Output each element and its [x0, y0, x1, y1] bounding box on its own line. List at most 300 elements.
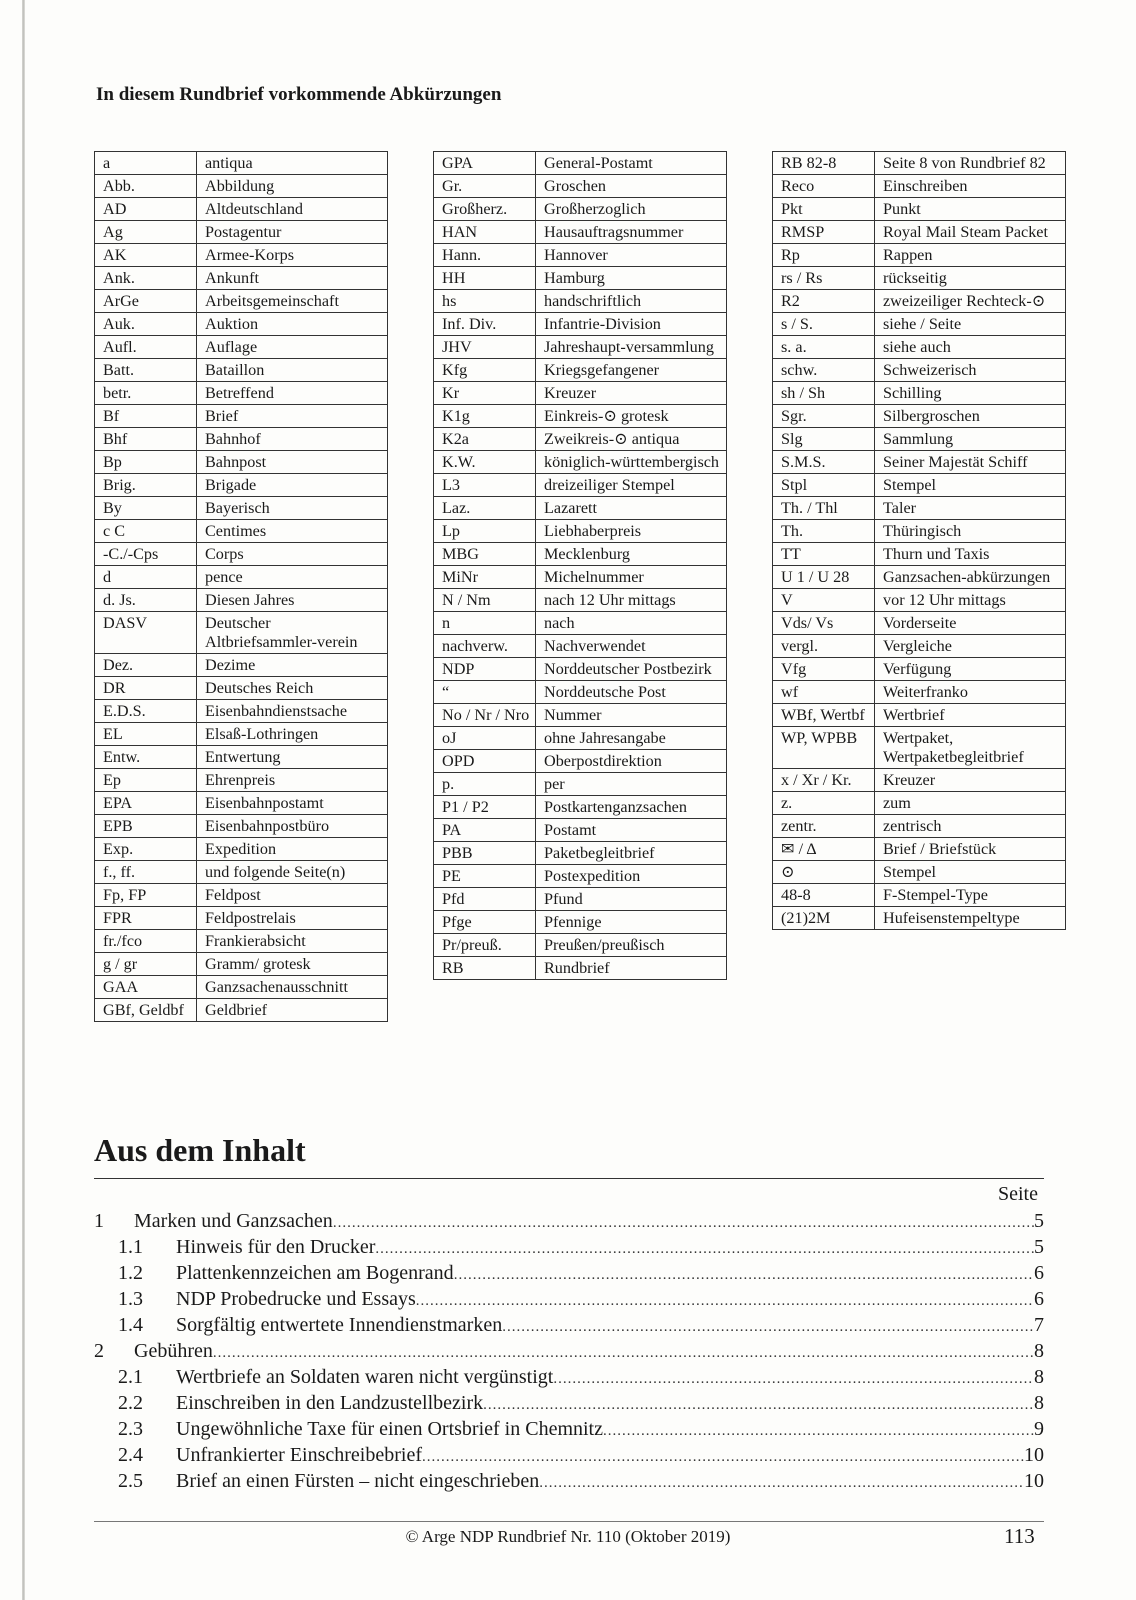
abbreviation-cell: TT: [773, 543, 875, 566]
meaning-cell: Expedition: [197, 838, 388, 861]
toc-page-number: 6: [1034, 1288, 1044, 1310]
meaning-cell: rückseitig: [875, 267, 1066, 290]
meaning-cell: Deutscher Altbriefsammler-verein: [197, 612, 388, 654]
abbreviation-cell: Fp, FP: [95, 884, 197, 907]
table-row: [434, 911, 727, 934]
table-row: [95, 953, 388, 976]
abbreviation-cell: wf: [773, 681, 875, 704]
table-row: [773, 313, 1066, 336]
meaning-cell: Hamburg: [536, 267, 727, 290]
table-row: [434, 589, 727, 612]
meaning-cell: Auktion: [197, 313, 388, 336]
table-row: [95, 290, 388, 313]
table-of-contents: [94, 1208, 1044, 1494]
meaning-cell: Geldbrief: [197, 999, 388, 1022]
abbreviation-cell: Dez.: [95, 654, 197, 677]
abbreviation-cell: ArGe: [95, 290, 197, 313]
table-row: [773, 428, 1066, 451]
meaning-cell: Centimes: [197, 520, 388, 543]
meaning-cell: königlich-württembergisch: [536, 451, 727, 474]
meaning-cell: Zweikreis-⊙ antiqua: [536, 428, 727, 451]
abbreviation-cell: Pfd: [434, 888, 536, 911]
abbreviation-cell: ✉ / Δ: [773, 838, 875, 861]
meaning-cell: zweizeiliger Rechteck-⊙: [875, 290, 1066, 313]
meaning-cell: ohne Jahresangabe: [536, 727, 727, 750]
meaning-cell: Hausauftragsnummer: [536, 221, 727, 244]
meaning-cell: Kriegsgefangener: [536, 359, 727, 382]
toc-number: 1.4: [118, 1314, 143, 1336]
meaning-cell: Brief: [197, 405, 388, 428]
table-row: [773, 792, 1066, 815]
table-row: [773, 612, 1066, 635]
abbreviation-cell: EPB: [95, 815, 197, 838]
table-row: [434, 520, 727, 543]
meaning-cell: Oberpostdirektion: [536, 750, 727, 773]
toc-leader-dots: [539, 1470, 1024, 1496]
table-row: [773, 727, 1066, 769]
meaning-cell: nach 12 Uhr mittags: [536, 589, 727, 612]
abbreviation-cell: RB: [434, 957, 536, 980]
page-number: 113: [1004, 1524, 1035, 1548]
abbreviation-table-column-2: [433, 151, 727, 980]
abbreviation-cell: betr.: [95, 382, 197, 405]
abbreviation-cell: S.M.S.: [773, 451, 875, 474]
abbreviation-cell: Inf. Div.: [434, 313, 536, 336]
table-row: [434, 865, 727, 888]
abbreviation-cell: DR: [95, 677, 197, 700]
abbreviation-cell: Hann.: [434, 244, 536, 267]
abbreviation-cell: Lp: [434, 520, 536, 543]
meaning-cell: Eisenbahndienstsache: [197, 700, 388, 723]
meaning-cell: Nachverwendet: [536, 635, 727, 658]
abbreviation-cell: Pkt: [773, 198, 875, 221]
toc-entry: [94, 1260, 1044, 1286]
abbreviation-cell: U 1 / U 28: [773, 566, 875, 589]
meaning-cell: Michelnummer: [536, 566, 727, 589]
meaning-cell: Infantrie-Division: [536, 313, 727, 336]
abbreviation-cell: (21)2M: [773, 907, 875, 930]
contents-page-label: Seite: [998, 1183, 1038, 1205]
table-row: [95, 497, 388, 520]
abbreviation-cell: schw.: [773, 359, 875, 382]
abbreviation-cell: PBB: [434, 842, 536, 865]
toc-page-number: 10: [1024, 1470, 1044, 1492]
toc-title: NDP Probedrucke und Essays: [176, 1288, 416, 1310]
abbreviation-cell: nachverw.: [434, 635, 536, 658]
toc-entry: [94, 1208, 1044, 1234]
table-row: [95, 405, 388, 428]
abbreviation-cell: HAN: [434, 221, 536, 244]
meaning-cell: Nummer: [536, 704, 727, 727]
meaning-cell: Brigade: [197, 474, 388, 497]
meaning-cell: antiqua: [197, 152, 388, 175]
table-row: [773, 884, 1066, 907]
abbreviation-cell: DASV: [95, 612, 197, 654]
abbreviation-cell: JHV: [434, 336, 536, 359]
abbreviation-cell: PE: [434, 865, 536, 888]
table-row: [773, 152, 1066, 175]
toc-leader-dots: [416, 1288, 1034, 1314]
meaning-cell: Altdeutschland: [197, 198, 388, 221]
meaning-cell: Seite 8 von Rundbrief 82: [875, 152, 1066, 175]
table-row: [95, 999, 388, 1022]
table-row: [434, 267, 727, 290]
meaning-cell: Bahnpost: [197, 451, 388, 474]
meaning-cell: siehe auch: [875, 336, 1066, 359]
abbreviation-cell: GBf, Geldbf: [95, 999, 197, 1022]
table-row: [95, 612, 388, 654]
meaning-cell: Feldpost: [197, 884, 388, 907]
meaning-cell: Frankierabsicht: [197, 930, 388, 953]
table-row: [434, 635, 727, 658]
toc-number: 1.2: [118, 1262, 143, 1284]
meaning-cell: Jahreshaupt-versammlung: [536, 336, 727, 359]
table-row: [95, 930, 388, 953]
table-row: [434, 750, 727, 773]
abbreviation-cell: K2a: [434, 428, 536, 451]
abbreviation-cell: -C./-Cps: [95, 543, 197, 566]
toc-entry: [94, 1468, 1044, 1494]
meaning-cell: nach: [536, 612, 727, 635]
table-row: [95, 815, 388, 838]
toc-leader-dots: [483, 1392, 1034, 1418]
toc-number: 1.3: [118, 1288, 143, 1310]
toc-number: 2.3: [118, 1418, 143, 1440]
table-row: [95, 175, 388, 198]
meaning-cell: Norddeutsche Post: [536, 681, 727, 704]
meaning-cell: Ankunft: [197, 267, 388, 290]
table-row: [434, 175, 727, 198]
meaning-cell: Diesen Jahres: [197, 589, 388, 612]
table-row: [95, 267, 388, 290]
abbreviation-cell: “: [434, 681, 536, 704]
abbreviation-cell: p.: [434, 773, 536, 796]
meaning-cell: dreizeiliger Stempel: [536, 474, 727, 497]
abbreviation-cell: P1 / P2: [434, 796, 536, 819]
toc-entry: [94, 1286, 1044, 1312]
table-row: [434, 359, 727, 382]
table-row: [773, 267, 1066, 290]
meaning-cell: Eisenbahnpostamt: [197, 792, 388, 815]
table-row: [95, 907, 388, 930]
toc-page-number: 5: [1034, 1236, 1044, 1258]
table-row: [95, 313, 388, 336]
toc-title: Plattenkennzeichen am Bogenrand: [176, 1262, 454, 1284]
table-row: [95, 746, 388, 769]
table-row: [773, 175, 1066, 198]
table-row: [95, 244, 388, 267]
meaning-cell: Hufeisenstempeltype: [875, 907, 1066, 930]
toc-number: 2.2: [118, 1392, 143, 1414]
abbreviation-cell: L3: [434, 474, 536, 497]
abbreviation-cell: Ag: [95, 221, 197, 244]
abbreviation-cell: PA: [434, 819, 536, 842]
meaning-cell: Gramm/ grotesk: [197, 953, 388, 976]
abbreviation-cell: By: [95, 497, 197, 520]
meaning-cell: Postkartenganzsachen: [536, 796, 727, 819]
toc-title: Unfrankierter Einschreibebrief: [176, 1444, 422, 1466]
abbreviation-cell: Batt.: [95, 359, 197, 382]
meaning-cell: Verfügung: [875, 658, 1066, 681]
toc-page-number: 7: [1034, 1314, 1044, 1336]
toc-entry: [94, 1442, 1044, 1468]
toc-leader-dots: [375, 1236, 1034, 1262]
abbreviation-cell: Entw.: [95, 746, 197, 769]
abbreviation-cell: K.W.: [434, 451, 536, 474]
toc-title: Hinweis für den Drucker: [176, 1236, 376, 1258]
abbreviation-cell: WBf, Wertbf: [773, 704, 875, 727]
table-row: [773, 543, 1066, 566]
toc-page-number: 6: [1034, 1262, 1044, 1284]
abbreviation-cell: fr./fco: [95, 930, 197, 953]
meaning-cell: Sammlung: [875, 428, 1066, 451]
meaning-cell: Vorderseite: [875, 612, 1066, 635]
abbreviation-cell: NDP: [434, 658, 536, 681]
table-row: [95, 677, 388, 700]
meaning-cell: Großherzoglich: [536, 198, 727, 221]
table-row: [773, 861, 1066, 884]
abbreviation-cell: Pfge: [434, 911, 536, 934]
abbreviation-cell: z.: [773, 792, 875, 815]
table-row: [773, 589, 1066, 612]
table-row: [95, 723, 388, 746]
meaning-cell: Preußen/preußisch: [536, 934, 727, 957]
table-row: [773, 658, 1066, 681]
abbreviation-table-column-1: [94, 151, 388, 1022]
table-row: [434, 221, 727, 244]
table-row: [773, 451, 1066, 474]
contents-heading-rule: [94, 1178, 1044, 1179]
abbreviation-cell: Aufl.: [95, 336, 197, 359]
abbreviation-cell: Bhf: [95, 428, 197, 451]
abbreviation-cell: MBG: [434, 543, 536, 566]
abbreviations-heading: In diesem Rundbrief vorkommende Abkürzungen: [96, 84, 502, 105]
table-row: [773, 815, 1066, 838]
toc-number: 2.4: [118, 1444, 143, 1466]
abbreviation-cell: sh / Sh: [773, 382, 875, 405]
abbreviation-cell: WP, WPBB: [773, 727, 875, 769]
meaning-cell: Kreuzer: [875, 769, 1066, 792]
meaning-cell: Armee-Korps: [197, 244, 388, 267]
table-row: [434, 428, 727, 451]
abbreviation-cell: AK: [95, 244, 197, 267]
meaning-cell: Bahnhof: [197, 428, 388, 451]
abbreviation-cell: d: [95, 566, 197, 589]
meaning-cell: Ganzsachenausschnitt: [197, 976, 388, 999]
table-row: [95, 382, 388, 405]
meaning-cell: Thüringisch: [875, 520, 1066, 543]
table-row: [95, 589, 388, 612]
abbreviation-cell: Sgr.: [773, 405, 875, 428]
toc-number: 1: [94, 1210, 104, 1232]
meaning-cell: Paketbegleitbrief: [536, 842, 727, 865]
table-row: [434, 497, 727, 520]
table-row: [773, 907, 1066, 930]
meaning-cell: Stempel: [875, 474, 1066, 497]
table-row: [95, 976, 388, 999]
table-row: [773, 405, 1066, 428]
meaning-cell: Einschreiben: [875, 175, 1066, 198]
table-row: [95, 769, 388, 792]
abbreviation-cell: s. a.: [773, 336, 875, 359]
abbreviation-table-column-3: [772, 151, 1066, 930]
toc-number: 2: [94, 1340, 104, 1362]
abbreviation-cell: GPA: [434, 152, 536, 175]
table-row: [95, 474, 388, 497]
toc-leader-dots: [333, 1210, 1034, 1236]
abbreviation-cell: HH: [434, 267, 536, 290]
footer-text: © Arge NDP Rundbrief Nr. 110 (Oktober 2019): [405, 1527, 731, 1546]
toc-leader-dots: [422, 1444, 1024, 1470]
table-row: [434, 658, 727, 681]
abbreviation-cell: hs: [434, 290, 536, 313]
table-row: [434, 957, 727, 980]
abbreviation-cell: Bf: [95, 405, 197, 428]
meaning-cell: Arbeitsgemeinschaft: [197, 290, 388, 313]
table-row: [434, 934, 727, 957]
toc-entry: [94, 1234, 1044, 1260]
table-row: [434, 198, 727, 221]
table-row: [95, 654, 388, 677]
toc-page-number: 10: [1024, 1444, 1044, 1466]
table-row: [95, 336, 388, 359]
abbreviation-cell: Abb.: [95, 175, 197, 198]
abbreviation-cell: Kfg: [434, 359, 536, 382]
table-row: [773, 497, 1066, 520]
toc-leader-dots: [454, 1262, 1034, 1288]
meaning-cell: Lazarett: [536, 497, 727, 520]
abbreviation-cell: d. Js.: [95, 589, 197, 612]
toc-title: Marken und Ganzsachen: [134, 1210, 333, 1232]
abbreviation-cell: zentr.: [773, 815, 875, 838]
toc-entry: [94, 1390, 1044, 1416]
meaning-cell: Silbergroschen: [875, 405, 1066, 428]
table-row: [95, 221, 388, 244]
meaning-cell: Bataillon: [197, 359, 388, 382]
table-row: [434, 612, 727, 635]
table-row: [773, 520, 1066, 543]
meaning-cell: Mecklenburg: [536, 543, 727, 566]
abbreviation-cell: FPR: [95, 907, 197, 930]
table-row: [434, 244, 727, 267]
abbreviation-cell: f., ff.: [95, 861, 197, 884]
abbreviation-cell: 48-8: [773, 884, 875, 907]
toc-title: Brief an einen Fürsten – nicht eingeschrieben: [176, 1470, 540, 1492]
meaning-cell: Bayerisch: [197, 497, 388, 520]
meaning-cell: Ganzsachen-abkürzungen: [875, 566, 1066, 589]
abbreviation-cell: c C: [95, 520, 197, 543]
abbreviation-cell: Auk.: [95, 313, 197, 336]
abbreviation-cell: Gr.: [434, 175, 536, 198]
meaning-cell: Groschen: [536, 175, 727, 198]
abbreviation-cell: Exp.: [95, 838, 197, 861]
table-row: [95, 428, 388, 451]
table-row: [434, 566, 727, 589]
meaning-cell: Ehrenpreis: [197, 769, 388, 792]
meaning-cell: Einkreis-⊙ grotesk: [536, 405, 727, 428]
abbreviation-cell: N / Nm: [434, 589, 536, 612]
table-row: [434, 819, 727, 842]
table-row: [95, 700, 388, 723]
meaning-cell: und folgende Seite(n): [197, 861, 388, 884]
table-row: [95, 884, 388, 907]
meaning-cell: pence: [197, 566, 388, 589]
toc-number: 2.1: [118, 1366, 143, 1388]
abbreviation-cell: n: [434, 612, 536, 635]
toc-page-number: 5: [1034, 1210, 1044, 1232]
meaning-cell: Vergleiche: [875, 635, 1066, 658]
abbreviation-cell: g / gr: [95, 953, 197, 976]
toc-page-number: 8: [1034, 1366, 1044, 1388]
toc-title: Sorgfältig entwertete Innendienstmarken: [176, 1314, 503, 1336]
meaning-cell: General-Postamt: [536, 152, 727, 175]
abbreviation-cell: V: [773, 589, 875, 612]
table-row: [95, 543, 388, 566]
abbreviation-cell: Brig.: [95, 474, 197, 497]
meaning-cell: Norddeutscher Postbezirk: [536, 658, 727, 681]
table-row: [434, 405, 727, 428]
meaning-cell: Postexpedition: [536, 865, 727, 888]
meaning-cell: Pfennige: [536, 911, 727, 934]
meaning-cell: Kreuzer: [536, 382, 727, 405]
abbreviation-cell: K1g: [434, 405, 536, 428]
table-row: [434, 727, 727, 750]
abbreviation-cell: Ep: [95, 769, 197, 792]
toc-leader-dots: [213, 1340, 1034, 1366]
meaning-cell: zum: [875, 792, 1066, 815]
toc-page-number: 9: [1034, 1418, 1044, 1440]
meaning-cell: F-Stempel-Type: [875, 884, 1066, 907]
meaning-cell: Deutsches Reich: [197, 677, 388, 700]
toc-leader-dots: [603, 1418, 1034, 1444]
abbreviation-cell: Vds/ Vs: [773, 612, 875, 635]
toc-entry: [94, 1364, 1044, 1390]
abbreviation-cell: OPD: [434, 750, 536, 773]
meaning-cell: Seiner Majestät Schiff: [875, 451, 1066, 474]
meaning-cell: Weiterfranko: [875, 681, 1066, 704]
table-row: [434, 681, 727, 704]
table-row: [773, 221, 1066, 244]
meaning-cell: Punkt: [875, 198, 1066, 221]
table-row: [773, 382, 1066, 405]
meaning-cell: Dezime: [197, 654, 388, 677]
abbreviation-cell: s / S.: [773, 313, 875, 336]
table-row: [95, 792, 388, 815]
abbreviation-cell: AD: [95, 198, 197, 221]
abbreviation-cell: Rp: [773, 244, 875, 267]
meaning-cell: Feldpostrelais: [197, 907, 388, 930]
toc-number: 2.5: [118, 1470, 143, 1492]
abbreviation-cell: EL: [95, 723, 197, 746]
meaning-cell: zentrisch: [875, 815, 1066, 838]
footer-rule: [94, 1521, 1044, 1522]
table-row: [434, 336, 727, 359]
meaning-cell: Brief / Briefstück: [875, 838, 1066, 861]
toc-title: Einschreiben in den Landzustellbezirk: [176, 1392, 484, 1414]
table-row: [773, 290, 1066, 313]
abbreviation-cell: ⊙: [773, 861, 875, 884]
toc-entry: [94, 1338, 1044, 1364]
table-row: [434, 704, 727, 727]
meaning-cell: handschriftlich: [536, 290, 727, 313]
toc-page-number: 8: [1034, 1392, 1044, 1414]
abbreviation-cell: Vfg: [773, 658, 875, 681]
table-row: [773, 474, 1066, 497]
toc-title: Ungewöhnliche Taxe für einen Ortsbrief in Chemnitz: [176, 1418, 603, 1440]
abbreviation-cell: Laz.: [434, 497, 536, 520]
meaning-cell: Schweizerisch: [875, 359, 1066, 382]
table-row: [95, 566, 388, 589]
